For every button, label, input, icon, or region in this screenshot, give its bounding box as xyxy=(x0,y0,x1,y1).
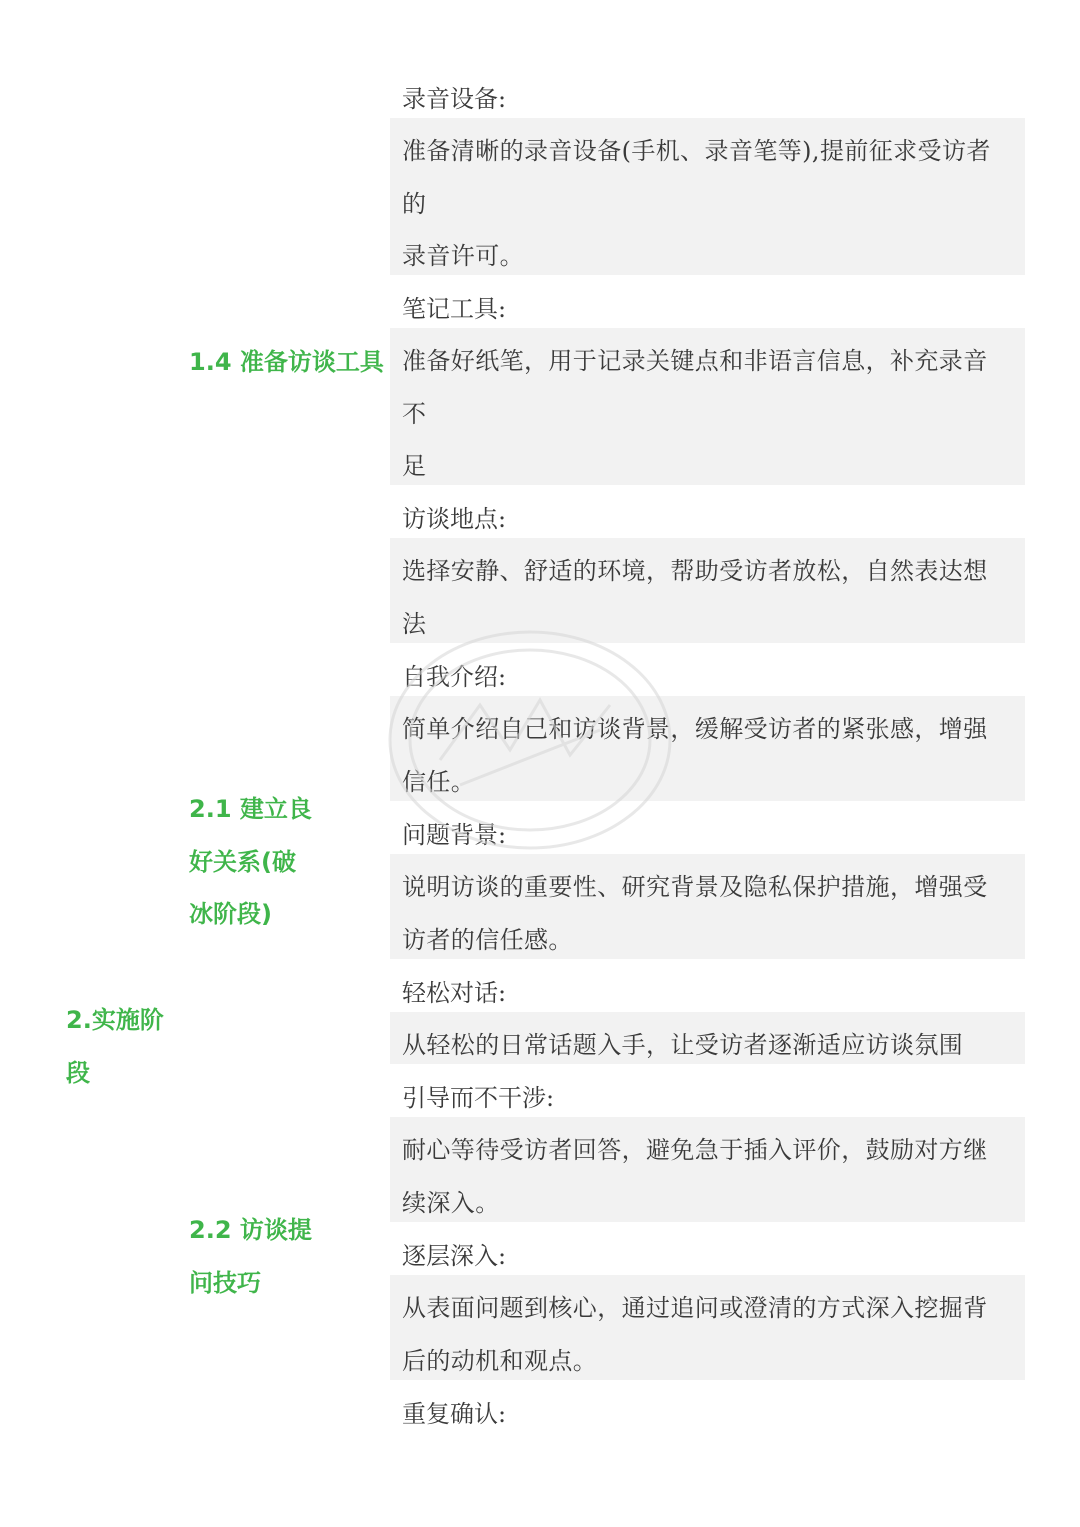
item-desc-line: 说明访谈的重要性、研究背景及隐私保护措施，增强受 xyxy=(402,873,988,901)
section-2-2-heading-line2: 问技巧 xyxy=(189,1268,261,1297)
item-desc-line: 准备清晰的录音设备(手机、录音笔等),提前征求受访者 xyxy=(402,137,991,165)
item-label-guide-not-interfere: 引导而不干涉: xyxy=(402,1084,555,1112)
item-box-recording-device xyxy=(390,118,1025,275)
item-desc-line: 选择安静、舒适的环境，帮助受访者放松，自然表达想 xyxy=(402,557,988,585)
item-label-deep-dive: 逐层深入: xyxy=(402,1242,507,1270)
item-box-interview-location xyxy=(390,538,1025,643)
item-desc xyxy=(402,1019,1017,1072)
item-box-guide-not-interfere xyxy=(390,1117,1025,1222)
section-1-4-heading-line1: 1.4 准备访谈工具 xyxy=(189,348,384,376)
item-desc-line: 不 xyxy=(402,399,427,428)
level1-heading xyxy=(66,994,164,1099)
section-2-2-heading-line1: 2.2 访谈提 xyxy=(189,1216,312,1244)
item-desc-line: 后的动机和观点。 xyxy=(402,1346,598,1375)
section-2-1-heading xyxy=(189,783,312,941)
item-box-note-tools xyxy=(390,328,1025,485)
section-2-1-heading-line2: 好关系(破 xyxy=(189,847,296,876)
item-label-casual-talk: 轻松对话: xyxy=(402,979,507,1007)
item-desc-line: 的 xyxy=(402,189,427,218)
item-box-question-background xyxy=(390,854,1025,959)
item-desc xyxy=(402,125,1017,283)
item-label-self-intro: 自我介绍: xyxy=(402,663,507,691)
item-desc-line: 从表面问题到核心，通过追问或澄清的方式深入挖掘背 xyxy=(402,1294,988,1322)
item-box-self-intro xyxy=(390,696,1025,801)
item-label-interview-location: 访谈地点: xyxy=(402,505,507,533)
section-2-2-heading xyxy=(189,1204,312,1309)
section-2-1-heading-line3: 冰阶段) xyxy=(189,900,272,928)
item-desc-line: 录音许可。 xyxy=(402,242,524,270)
item-desc xyxy=(402,335,1017,493)
item-desc-line: 法 xyxy=(402,609,427,638)
item-desc-line: 从轻松的日常话题入手，让受访者逐渐适应访谈氛围 xyxy=(402,1031,964,1059)
item-desc-line: 信任。 xyxy=(402,767,476,796)
level1-heading-line1: 2.实施阶 xyxy=(66,1006,164,1034)
item-label-repeat-confirm: 重复确认: xyxy=(402,1400,507,1428)
item-label-recording-device: 录音设备: xyxy=(402,85,507,113)
item-label-question-background: 问题背景: xyxy=(402,821,507,849)
item-desc-line: 续深入。 xyxy=(402,1188,500,1217)
item-box-deep-dive xyxy=(390,1275,1025,1380)
section-2-1-heading-line1: 2.1 建立良 xyxy=(189,795,312,823)
section-1-4-heading xyxy=(189,336,384,389)
item-desc-line: 准备好纸笔，用于记录关键点和非语言信息，补充录音 xyxy=(402,347,988,375)
item-box-casual-talk xyxy=(390,1012,1025,1064)
level1-heading-line2: 段 xyxy=(66,1058,90,1087)
item-desc xyxy=(402,545,1017,650)
item-desc xyxy=(402,861,1017,966)
item-desc xyxy=(402,1124,1017,1229)
item-desc-line: 访者的信任感。 xyxy=(402,925,573,954)
item-desc xyxy=(402,1282,1017,1387)
item-desc-line: 耐心等待受访者回答，避免急于插入评价，鼓励对方继 xyxy=(402,1136,988,1164)
item-desc xyxy=(402,703,1017,808)
item-desc-line: 简单介绍自己和访谈背景，缓解受访者的紧张感，增强 xyxy=(402,715,988,743)
item-label-note-tools: 笔记工具: xyxy=(402,295,507,323)
item-desc-line: 足 xyxy=(402,452,427,480)
